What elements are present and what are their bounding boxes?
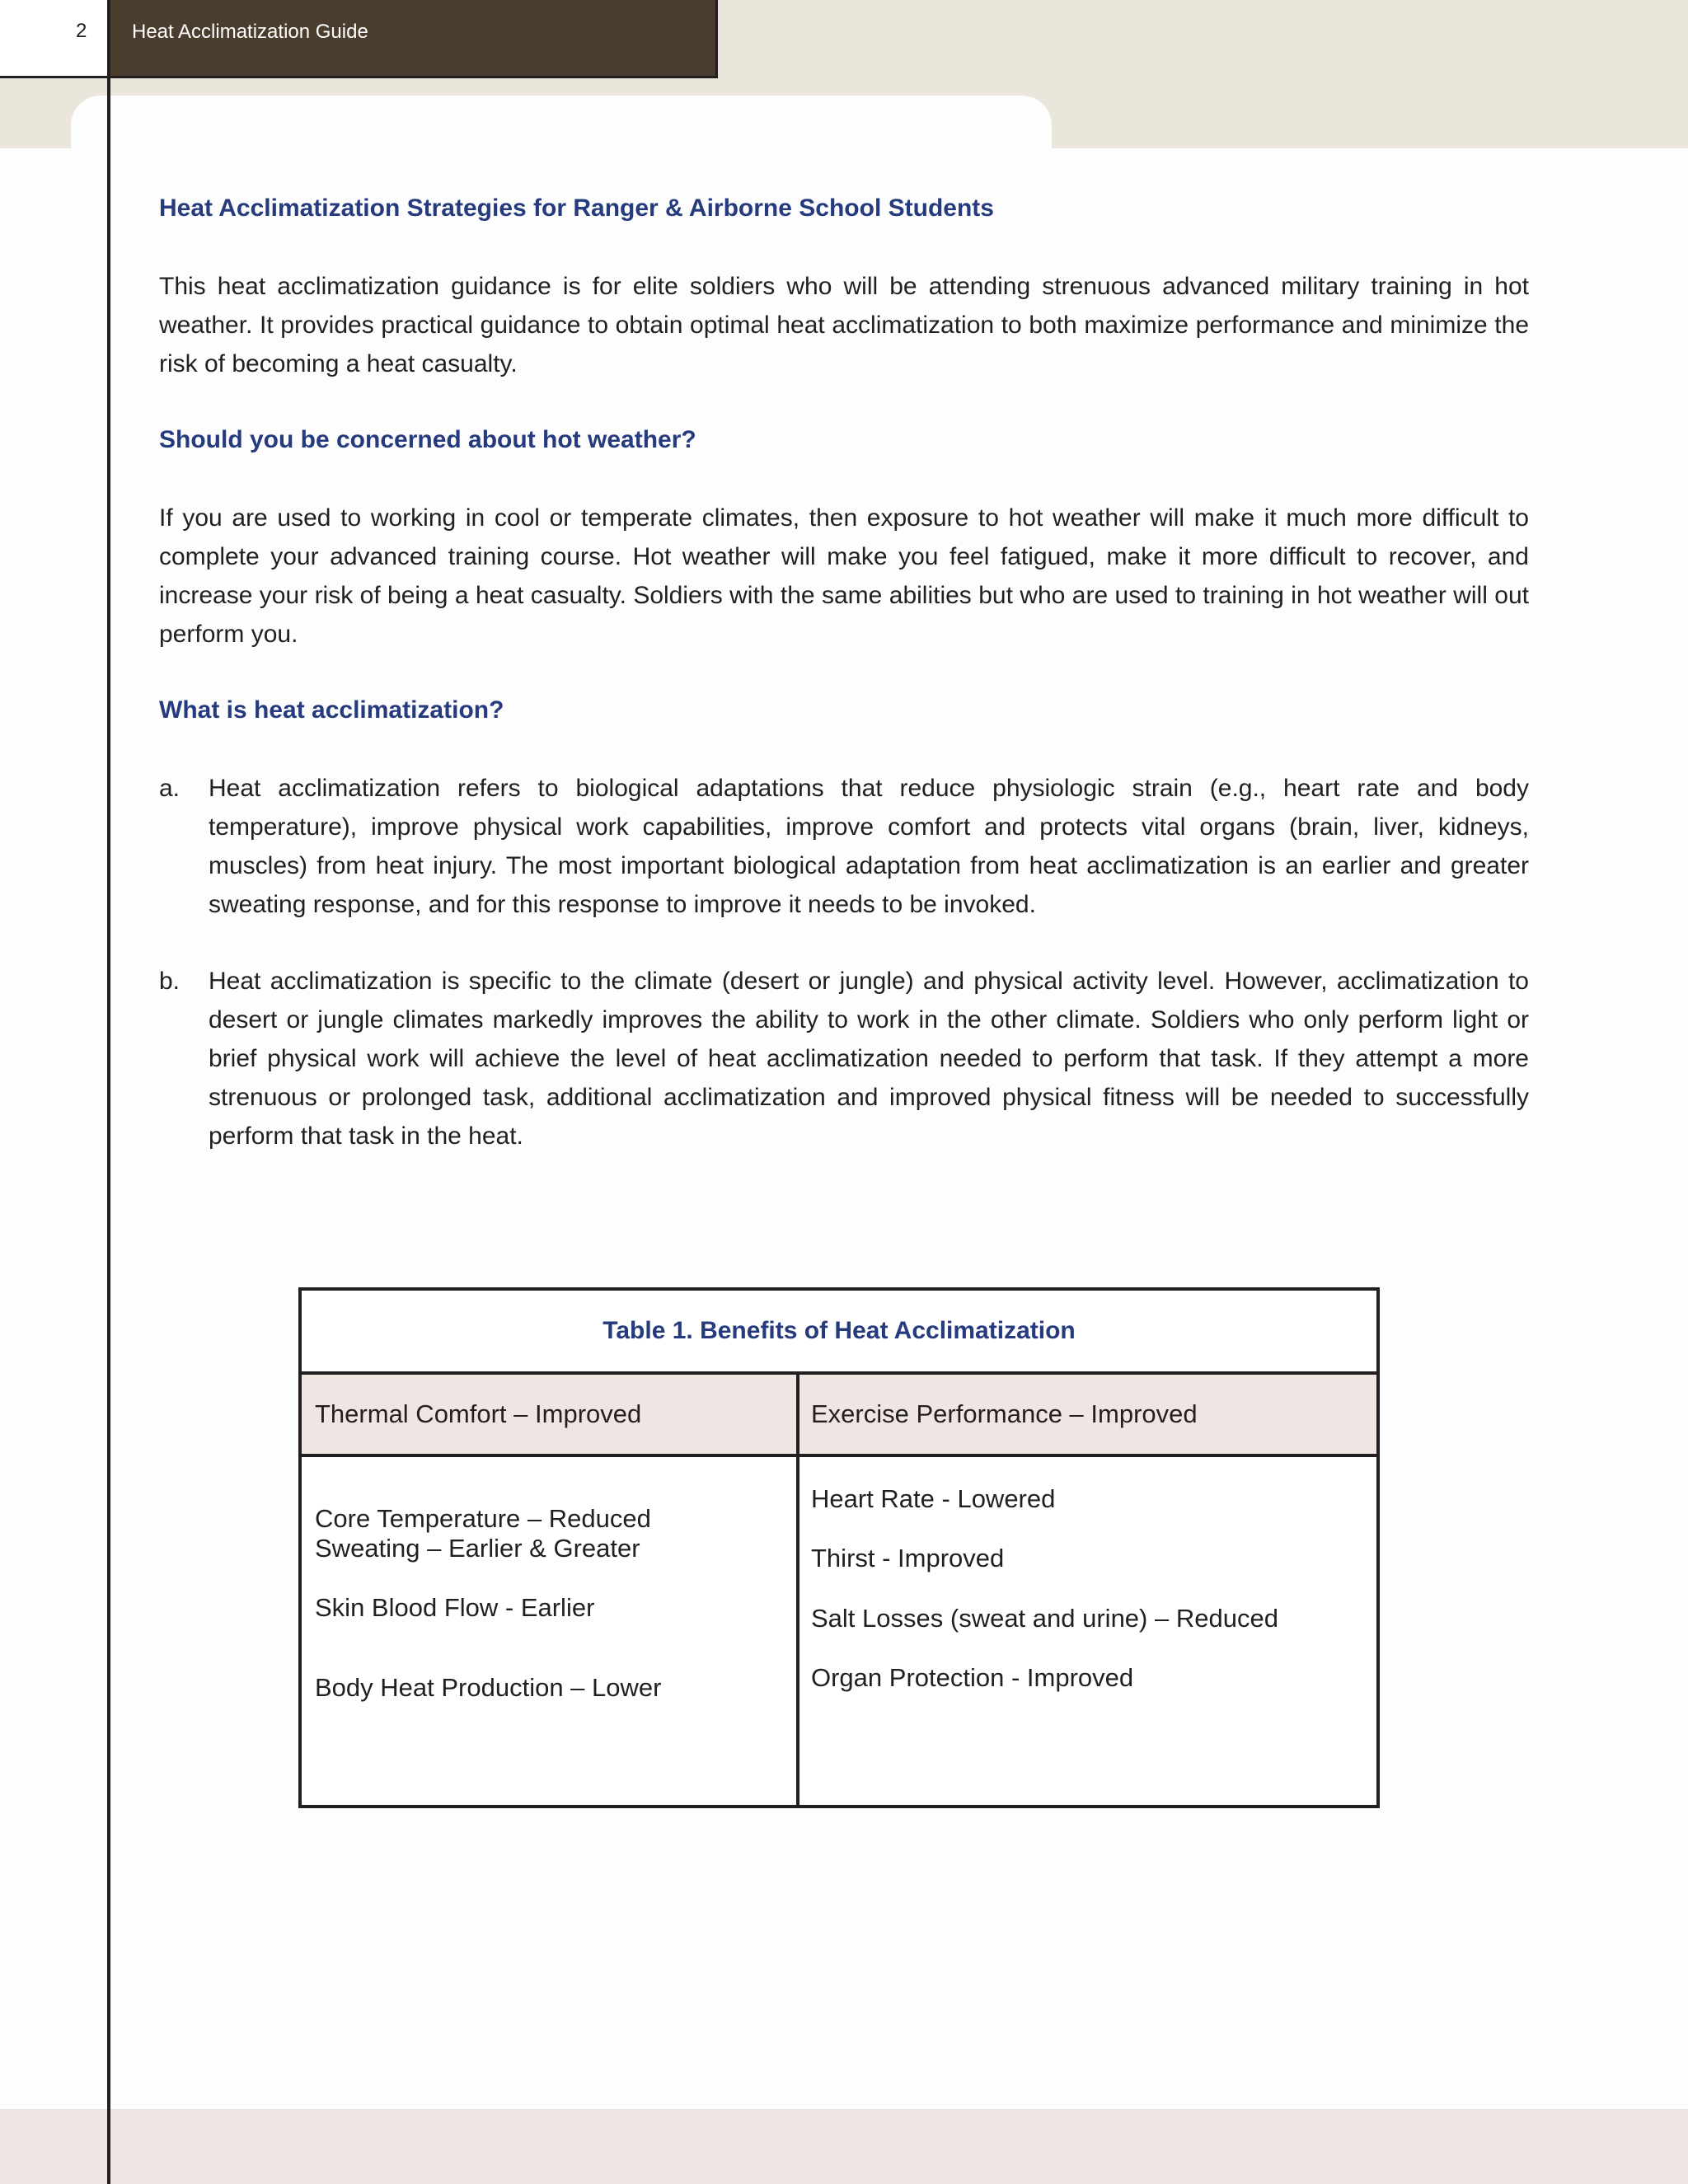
table-cell: Organ Protection - Improved (811, 1663, 1134, 1692)
margin-rule (107, 0, 110, 2184)
table-caption: Table 1. Benefits of Heat Acclimatization (302, 1291, 1376, 1375)
section-heading-definition: What is heat acclimatization? (159, 696, 504, 724)
section-heading-strategies: Heat Acclimatization Strategies for Ranger & Airborne School Students (159, 194, 994, 222)
table-cell: Sweating – Earlier & Greater (315, 1534, 640, 1563)
table-cell: Body Heat Production – Lower (315, 1673, 662, 1702)
table-header-exercise-performance: Exercise Performance – Improved (811, 1399, 1198, 1428)
table-cell: Salt Losses (sweat and urine) – Reduced (811, 1604, 1278, 1633)
list-marker: a. (159, 775, 181, 802)
list-item-text: Heat acclimatization is specific to the climate (desert or jungle) and physical activity level. However, acclimatization to desert or jungle climates markedly improves the ability to work in the other climate. Soldiers who only perform light or brief physical work will achieve the level of heat acclimatization needed to perform that task. If they attempt a more strenuous or prolonged task, additional acclimatization and improved physical fitness will be needed to successfully perform that task in the heat. (209, 968, 1529, 1150)
table-cell: Heart Rate - Lowered (811, 1484, 1056, 1513)
running-header (109, 0, 718, 78)
page-number-box (0, 0, 109, 78)
table-cell: Skin Blood Flow - Earlier (315, 1593, 595, 1622)
benefits-table (298, 1287, 1380, 1808)
page-number: 2 (76, 20, 87, 42)
table-cell: Thirst - Improved (811, 1544, 1005, 1572)
list-item (159, 962, 1529, 1155)
table-column-divider (796, 1375, 799, 1807)
section-heading-concern: Should you be concerned about hot weather? (159, 426, 696, 453)
list-marker: b. (159, 968, 181, 995)
main-content (159, 190, 1529, 1155)
table-header-row (302, 1375, 1376, 1457)
page-tab-card (71, 96, 1052, 178)
list-item (159, 769, 1529, 924)
table-cell: Core Temperature – Reduced (315, 1504, 651, 1533)
concern-paragraph: If you are used to working in cool or temperate climates, then exposure to hot weather will make it much more difficult to complete your advanced training course. Hot weather will make you feel fatigued, make it more difficult to recover, and increase your risk of being a heat casualty. Soldiers with the same abilities but who are used to training in hot weather will out perform you. (159, 504, 1529, 648)
table-header-thermal-comfort: Thermal Comfort – Improved (315, 1399, 642, 1428)
intro-paragraph: This heat acclimatization guidance is for elite soldiers who will be attending strenuous advanced military training in hot weather. It provides practical guidance to obtain optimal heat acclimatization to both maximize performance and minimize the risk of becoming a heat casualty. (159, 273, 1529, 377)
list-item-text: Heat acclimatization refers to biological adaptations that reduce physiologic strain (e.g., heart rate and body temperature), improve physical work capabilities, improve comfort and protects vital organs (brain, liver, kidneys, muscles) from heat injury. The most important biological adaptation from heat acclimatization is an earlier and greater sweating response, and for this response to improve it needs to be invoked. (209, 775, 1529, 918)
running-header-title: Heat Acclimatization Guide (132, 21, 368, 43)
bottom-band (0, 2109, 1688, 2184)
